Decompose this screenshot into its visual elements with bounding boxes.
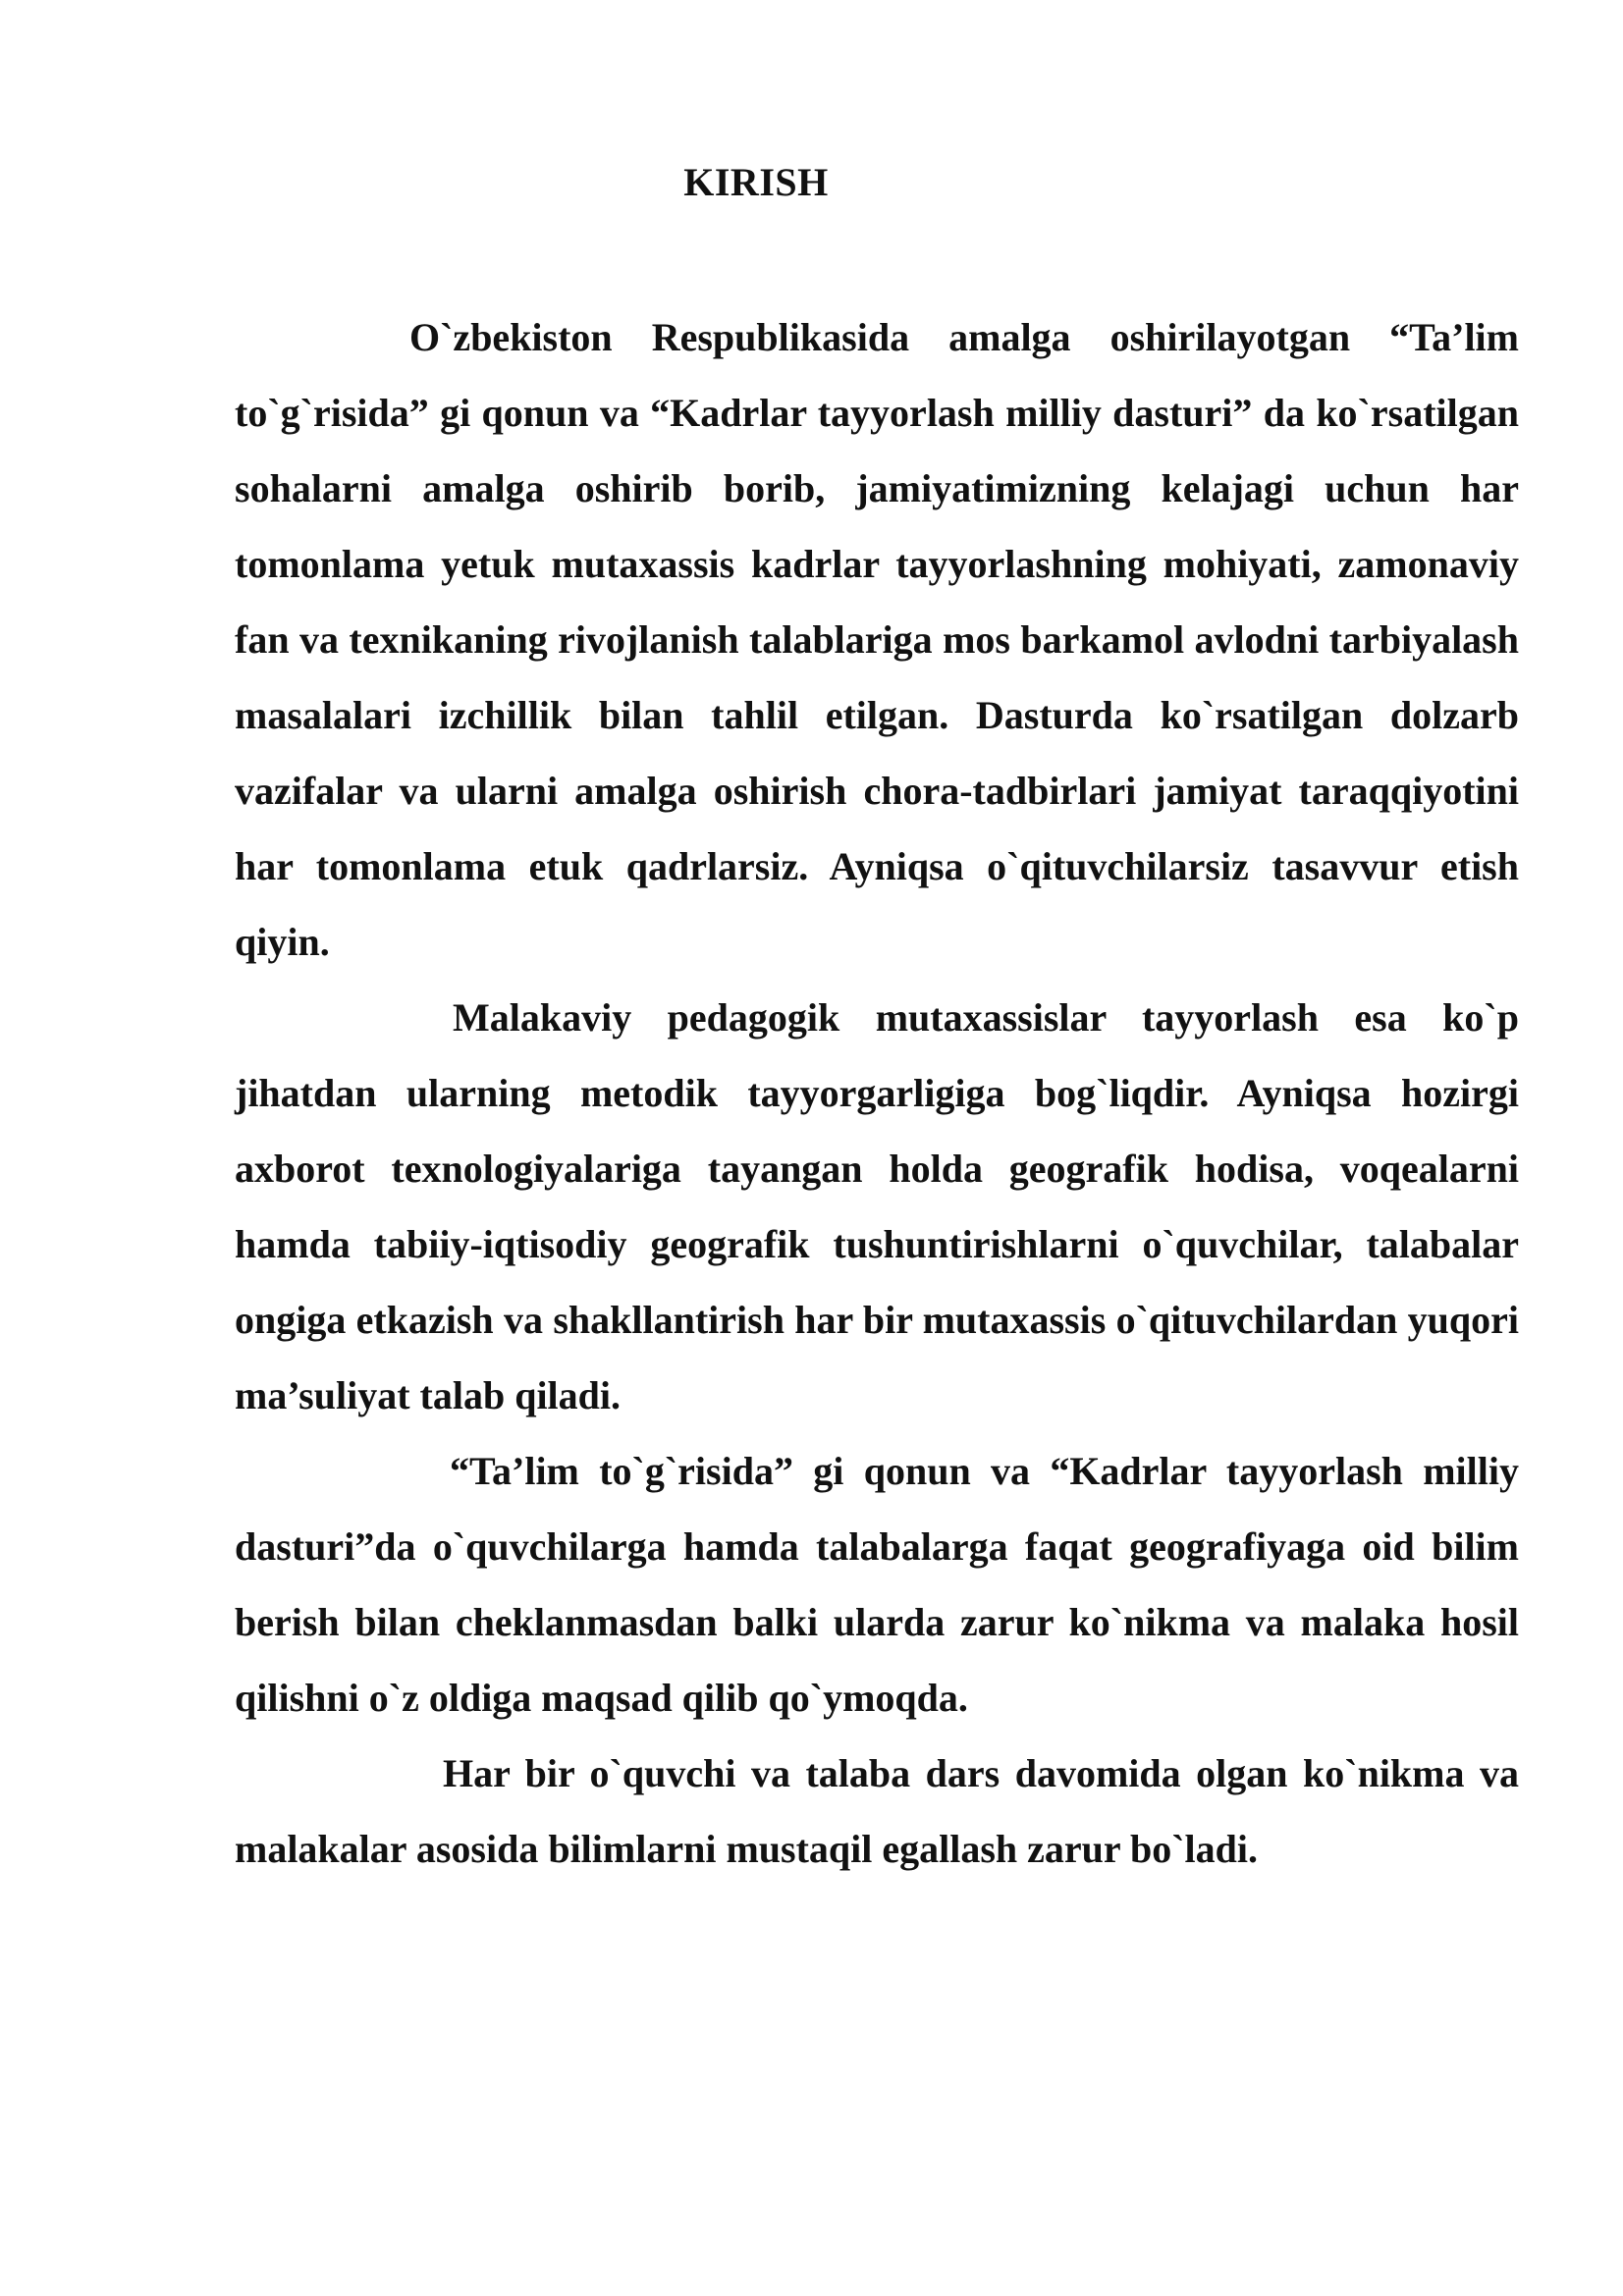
paragraph-4: Har bir o`quvchi va talaba dars davomida olgan ko`nikma va malakalar asosida bilimlarni mustaqil egallash zarur bo`ladi. — [235, 1751, 1519, 1871]
page-title: KIRISH — [683, 160, 829, 204]
paragraph-2: Malakaviy pedagogik mutaxassislar tayyorlash esa ko`p jihatdan ularning metodik tayyorgarligiga bog`liqdir. Ayniqsa hozirgi axborot texnologiyalariga tayangan holda geografik hodisa, voqealarni hamda tabiiy-iqtisodiy geografik tushuntirishlarni o`quvchilar, talabalar ongiga etkazish va shakllantirish har bir mutaxassis o`qituvchilardan yuqori ma’suliyat talab qiladi. — [235, 995, 1519, 1417]
paragraph-1: O`zbekiston Respublikasida amalga oshirilayotgan “Ta’lim to`g`risida” gi qonun va “Kadrlar tayyorlash milliy dasturi” da ko`rsatilgan sohalarni amalga oshirib borib, jamiyatimizning kelajagi uchun har tomonlama yetuk mutaxassis kadrlar tayyorlashning mohiyati, zamonaviy fan va texnikaning rivojlanish talablariga mos barkamol avlodni tarbiyalash masalalari izchillik bilan tahlil etilgan. Dasturda ko`rsatilgan dolzarb vazifalar va ularni amalga oshirish chora-tadbirlari jamiyat taraqqiyotini har tomonlama etuk qadrlarsiz. Ayniqsa o`qituvchilarsiz tasavvur etish qiyin. — [235, 315, 1519, 964]
paragraph-3: “Ta’lim to`g`risida” gi qonun va “Kadrlar tayyorlash milliy dasturi”da o`quvchilarga hamda talabalarga faqat geografiyaga oid bilim berish bilan cheklanmasdan balki ularda zarur ko`nikma va malaka hosil qilishni o`z oldiga maqsad qilib qo`ymoqda. — [235, 1449, 1519, 1720]
document-body — [235, 299, 1519, 1887]
